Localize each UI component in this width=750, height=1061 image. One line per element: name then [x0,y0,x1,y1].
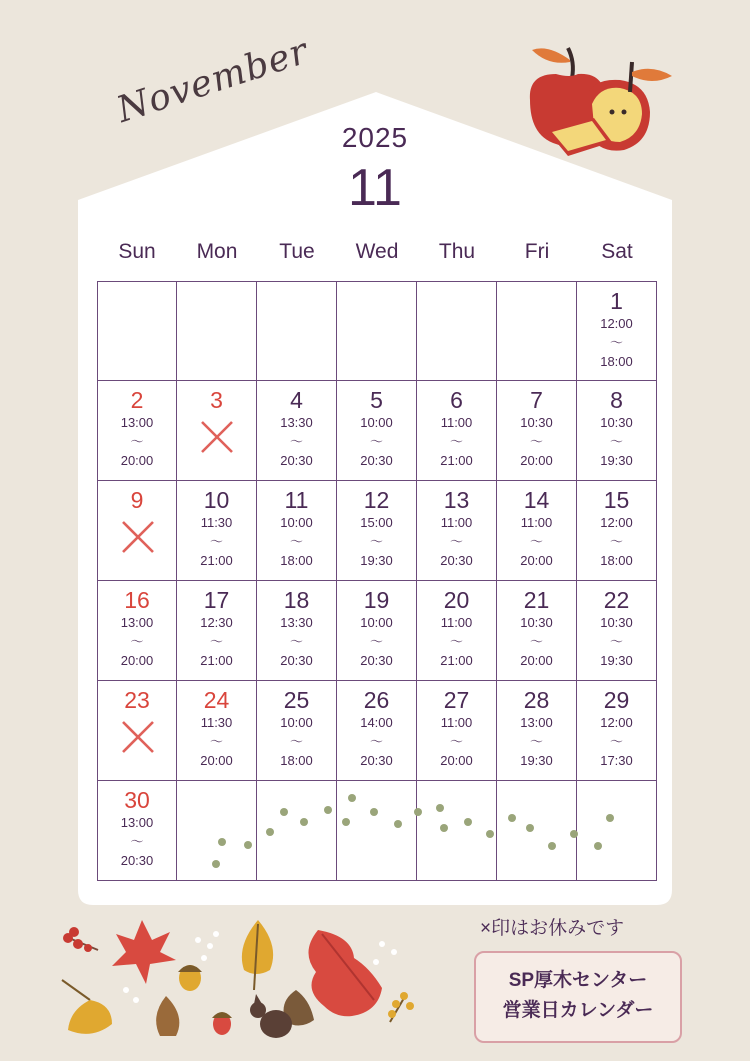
weekday-mon: Mon [196,240,238,263]
calendar-cell [417,681,497,781]
open-time: 10:00 [360,615,393,630]
day-number: 30 [124,787,150,813]
close-time: 21:00 [200,553,233,568]
close-time: 18:00 [280,553,313,568]
day-number: 5 [370,387,383,413]
time-separator: ～ [209,534,223,549]
weekday-fri: Fri [524,240,550,263]
open-time: 11:00 [440,715,473,730]
calendar-cell [97,581,177,681]
badge-line-2: 営業日カレンダー [502,1000,654,1021]
time-separator: ～ [369,734,383,749]
open-time: 11:30 [200,715,233,730]
weekday-sun: Sun [118,240,156,263]
calendar-cell [577,381,657,481]
calendar-cell [337,581,417,681]
calendar-cell [97,381,177,481]
calendar-cell [497,781,577,881]
close-time: 19:30 [600,453,633,468]
close-time: 18:00 [280,753,313,768]
time-separator: ～ [609,634,623,649]
day-number: 23 [124,687,150,713]
close-time: 20:30 [360,753,393,768]
calendar-cell [177,681,257,781]
calendar-cell [577,581,657,681]
close-time: 20:30 [360,653,393,668]
close-time: 19:30 [520,753,553,768]
time-separator: ～ [289,434,303,449]
day-number: 13 [443,487,470,513]
time-separator: ～ [369,534,383,549]
time-separator: ～ [130,634,144,649]
open-time: 10:00 [280,715,313,730]
time-separator: ～ [449,734,463,749]
calendar-cell [337,781,417,881]
weekday-tue: Tue [279,240,315,263]
calendar-cell [257,581,337,681]
open-time: 10:00 [360,415,393,430]
close-time: 21:00 [440,453,473,468]
day-number: 17 [203,587,230,613]
calendar-cell [257,281,337,381]
calendar-cell [577,681,657,781]
day-number: 26 [363,687,390,713]
open-time: 12:00 [600,316,633,331]
day-number: 3 [210,387,223,413]
close-time: 20:00 [200,753,233,768]
open-time: 15:00 [360,515,393,530]
time-separator: ～ [289,534,303,549]
time-separator: ～ [529,734,543,749]
time-separator: ～ [449,434,463,449]
close-time: 20:00 [520,453,553,468]
calendar-cell [417,781,497,881]
close-time: 20:30 [280,653,313,668]
time-separator: ～ [529,634,543,649]
weekday-wed: Wed [355,240,399,263]
calendar-cell [577,481,657,581]
time-separator: ～ [449,534,463,549]
open-time: 13:00 [120,815,154,830]
close-time: 17:30 [600,753,633,768]
open-time: 10:00 [280,515,313,530]
open-time: 13:00 [520,715,553,730]
weekday-thu: Thu [438,240,476,263]
open-time: 10:30 [520,415,553,430]
day-number: 18 [283,587,310,613]
calendar-cell [337,381,417,481]
open-time: 10:30 [520,615,553,630]
closed-note: ×印はお休みです [480,918,625,939]
day-number: 10 [203,487,230,513]
calendar-cell [577,781,657,881]
day-number: 4 [290,387,303,413]
time-separator: ～ [209,734,223,749]
calendar-grid [97,281,657,883]
close-time: 18:00 [600,553,633,568]
calendar-cell [577,281,657,381]
calendar-cell [177,381,257,481]
time-separator: ～ [130,434,144,449]
close-time: 18:00 [600,354,633,369]
time-separator: ～ [529,534,543,549]
calendar-cell [177,281,257,381]
day-number: 14 [523,487,550,513]
calendar-cell [177,781,257,881]
calendar-cell [257,681,337,781]
time-separator: ～ [609,335,623,350]
open-time: 12:30 [200,615,233,630]
calendar-cell [497,581,577,681]
time-separator: ～ [529,434,543,449]
time-separator: ～ [369,434,383,449]
day-number: 25 [283,687,310,713]
open-time: 11:00 [440,615,473,630]
calendar-cell [97,281,177,381]
close-time: 20:30 [440,553,473,568]
weekday-header [97,240,657,268]
open-time: 14:00 [360,715,393,730]
open-time: 10:30 [600,615,633,630]
time-separator: ～ [609,434,623,449]
open-time: 11:00 [440,515,473,530]
open-time: 11:30 [200,515,233,530]
close-time: 20:00 [120,653,154,668]
close-time: 21:00 [440,653,473,668]
day-number: 8 [610,387,623,413]
open-time: 12:00 [600,715,633,730]
time-separator: ～ [209,634,223,649]
open-time: 11:00 [440,415,473,430]
close-time: 20:30 [120,853,154,868]
day-number: 28 [523,687,550,713]
calendar-cell [337,281,417,381]
weekday-sat: Sat [601,240,633,263]
day-number: 24 [203,687,230,713]
close-time: 20:00 [520,553,553,568]
open-time: 13:30 [280,415,313,430]
open-time: 12:00 [600,515,633,530]
calendar-cell [177,481,257,581]
calendar-cell [417,281,497,381]
open-time: 10:30 [600,415,633,430]
month-script: November [112,30,314,131]
day-number: 2 [130,387,144,413]
day-number: 22 [603,587,630,613]
calendar-cell [337,681,417,781]
close-time: 19:30 [600,653,633,668]
day-number: 7 [530,387,543,413]
day-number: 15 [603,487,630,513]
calendar-cell [257,481,337,581]
calendar-cell [417,581,497,681]
close-time: 20:00 [520,653,553,668]
time-separator: ～ [289,734,303,749]
close-time: 20:00 [120,453,154,468]
time-separator: ～ [289,634,303,649]
day-number: 27 [443,687,470,713]
calendar-cell [97,781,177,881]
time-separator: ～ [130,834,144,849]
open-time: 11:00 [520,515,553,530]
open-time: 13:00 [120,615,154,630]
day-number: 1 [610,288,623,314]
calendar-cell [337,481,417,581]
closed-x-icon [120,519,156,555]
calendar-cell [177,581,257,681]
day-number: 20 [443,587,470,613]
day-number: 9 [130,487,144,513]
day-number: 21 [523,587,550,613]
center-badge [474,951,682,1043]
close-time: 20:30 [280,453,313,468]
calendar-cell [257,381,337,481]
closed-x-icon [120,719,156,755]
close-time: 19:30 [360,553,393,568]
day-number: 12 [363,487,390,513]
day-number: 11 [284,487,309,513]
month-number: 11 [348,159,402,217]
calendar-cell [497,681,577,781]
close-time: 20:00 [440,753,473,768]
calendar-cell [257,781,337,881]
close-time: 21:00 [200,653,233,668]
day-number: 6 [450,387,463,413]
time-separator: ～ [369,634,383,649]
calendar-cell [497,481,577,581]
year: 2025 [341,122,409,153]
calendar-cell [97,681,177,781]
open-time: 13:30 [280,615,313,630]
day-number: 29 [603,687,630,713]
calendar-cell [497,281,577,381]
badge-line-1: SP厚木センター [508,970,648,991]
open-time: 13:00 [120,415,154,430]
calendar-cell [497,381,577,481]
day-number: 16 [124,587,150,613]
time-separator: ～ [449,634,463,649]
calendar-cell [417,381,497,481]
calendar-cell [417,481,497,581]
calendar-cell [97,481,177,581]
day-number: 19 [363,587,390,613]
close-time: 20:30 [360,453,393,468]
closed-x-icon [199,419,235,455]
time-separator: ～ [609,734,623,749]
time-separator: ～ [609,534,623,549]
